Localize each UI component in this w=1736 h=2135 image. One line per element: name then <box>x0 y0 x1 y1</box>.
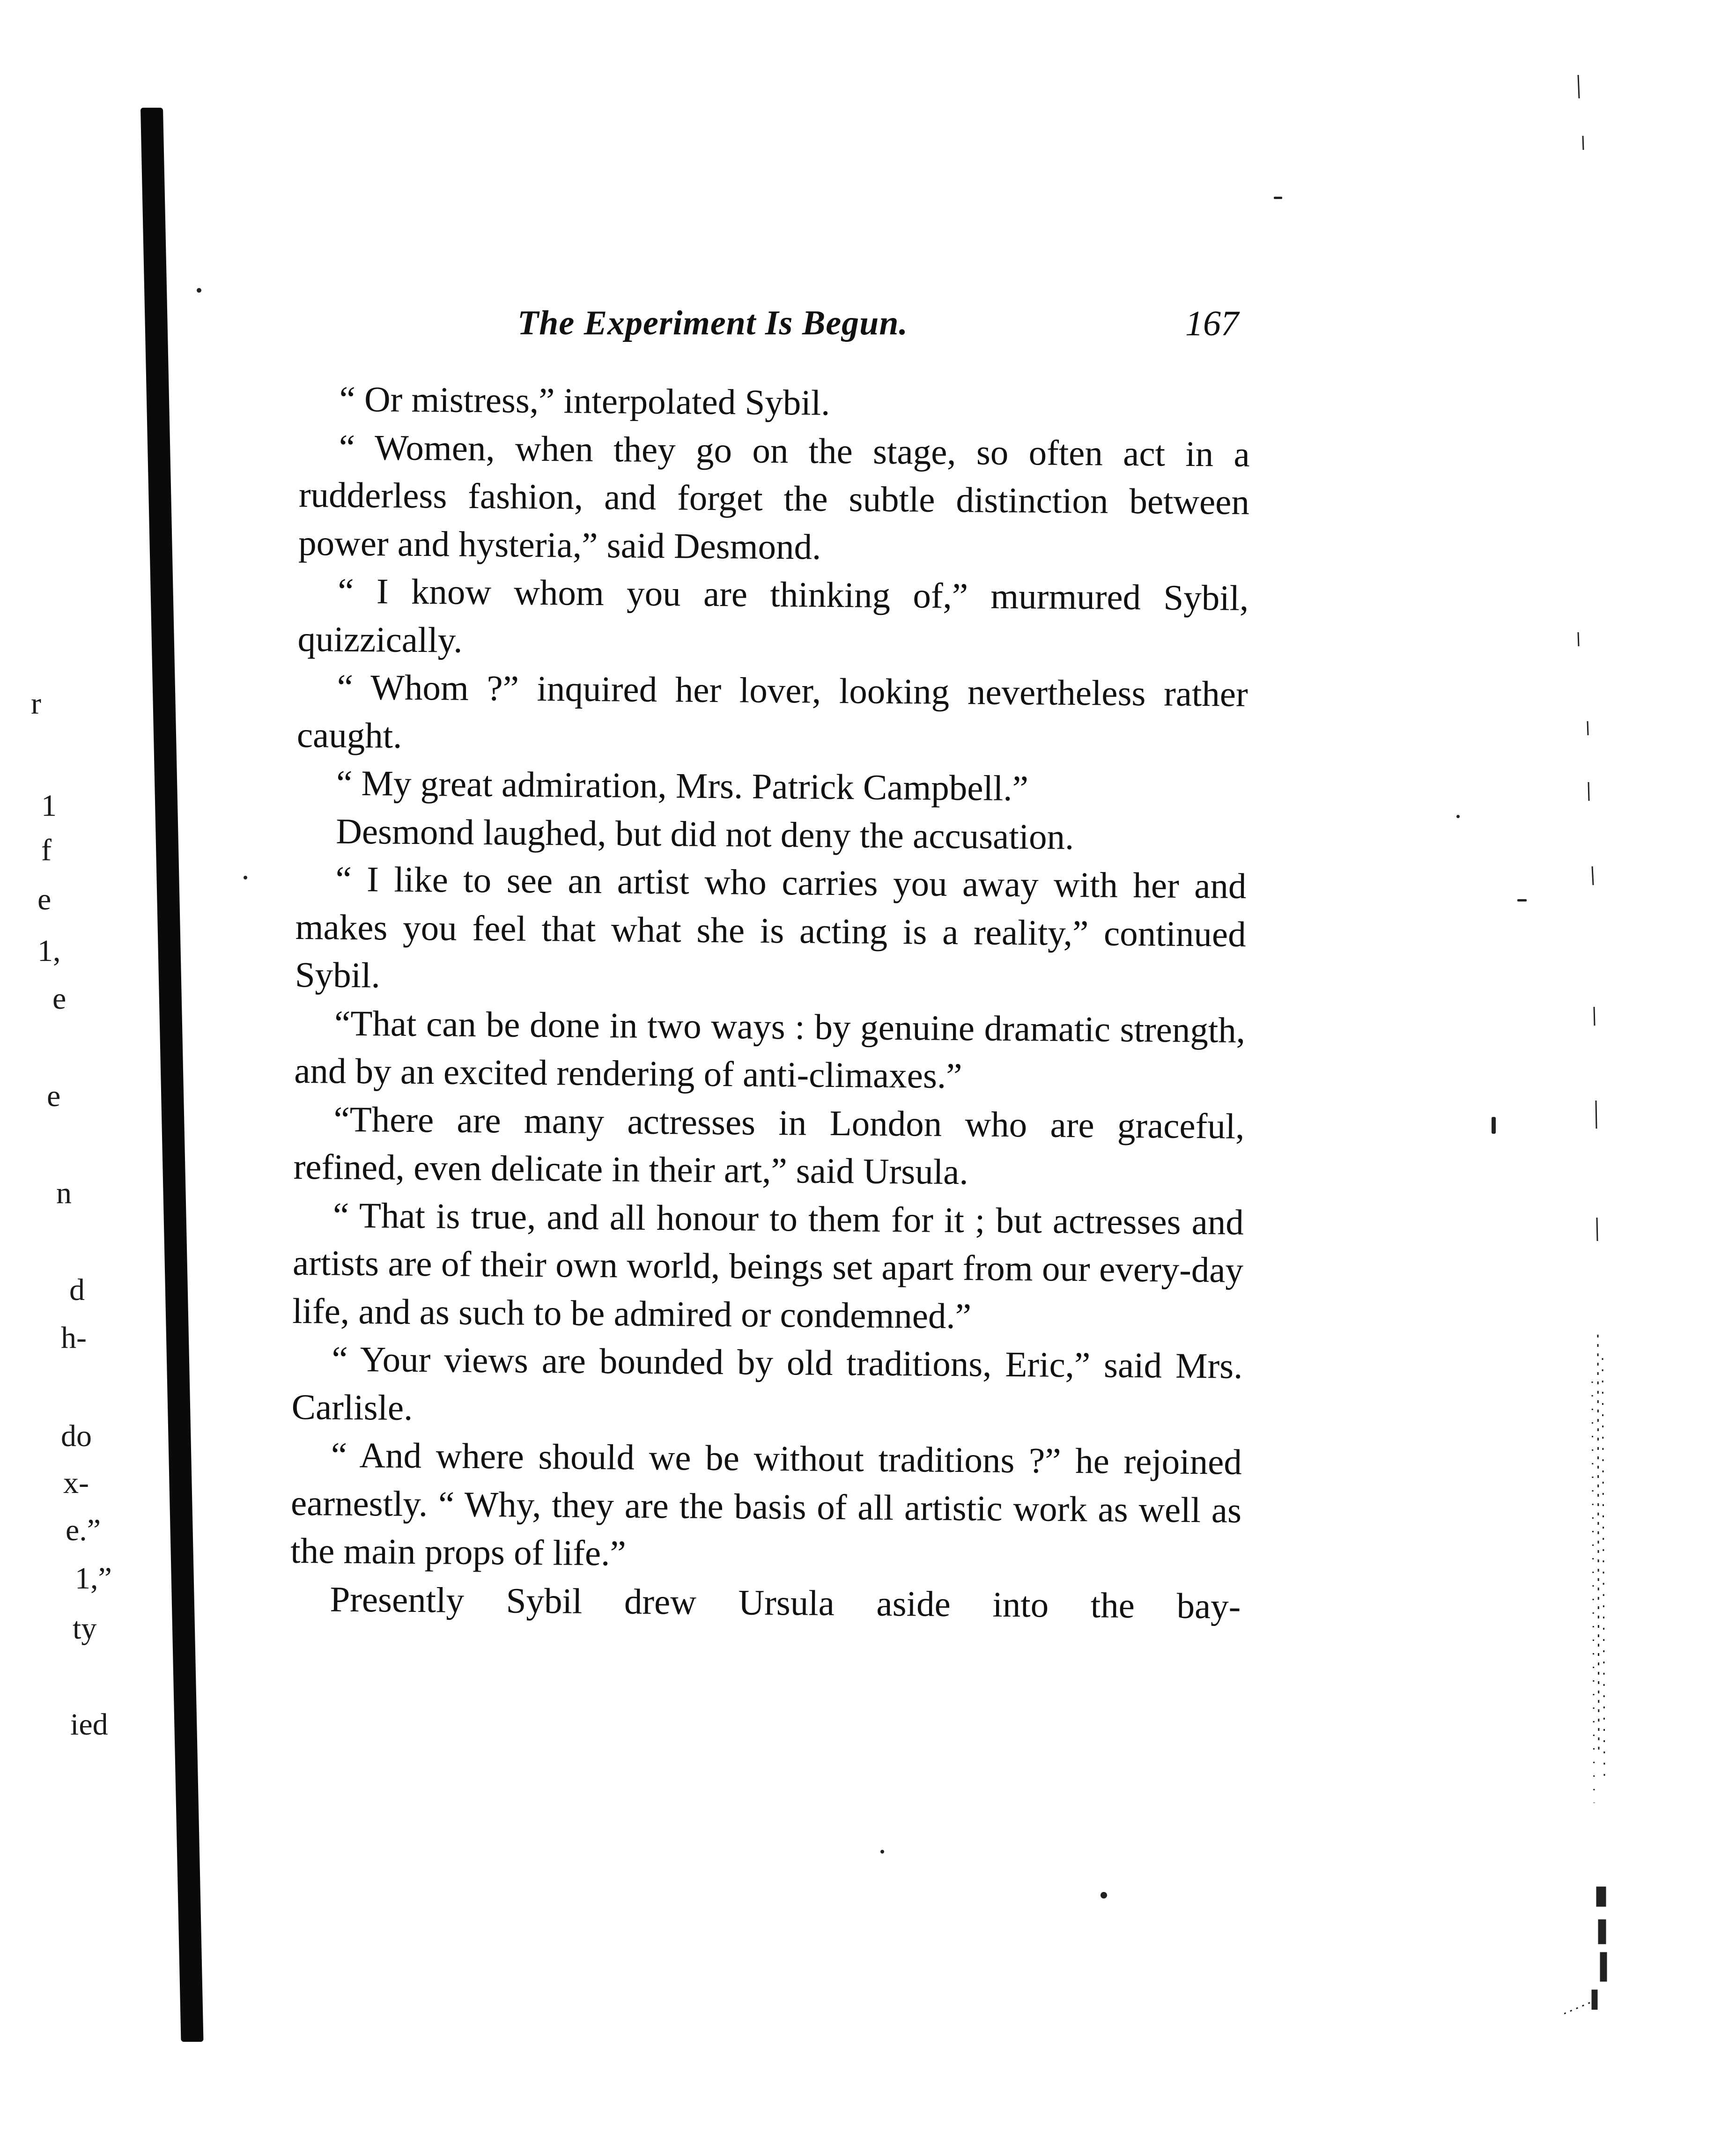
paragraph: “ I know whom you are thinking of,” murmured Sybil, quizzically. <box>297 570 1249 660</box>
facing-fragment: 1, <box>37 934 61 968</box>
binding-gutter-notch <box>148 262 160 318</box>
page-number: 167 <box>1185 304 1239 343</box>
facing-fragment: e <box>52 982 66 1016</box>
paragraph: “ I like to see an artist who carries you away with her and makes you feel that what she is acting is a reality,” continued Sybil. <box>295 858 1247 996</box>
paragraph: Desmond laughed, but did not deny the accusation. <box>336 811 1074 857</box>
paragraph: “ Whom ?” inquired her lover, looking nevertheless rather caught. <box>296 666 1248 756</box>
facing-fragment: 1,” <box>75 1561 112 1596</box>
paragraph: “There are many actresses in London who are graceful, refined, even delicate in their art,” said Ursula. <box>293 1099 1245 1192</box>
speck <box>1456 815 1460 818</box>
paragraph: “That can be done in two ways : by genuine dramatic strength, and by an excited rendering of anti-climaxes.” <box>294 1003 1246 1096</box>
paragraph: “ That is true, and all honour to them for it ; but actresses and artists are of their own world, beings set apart from our every-day life, and as such to be admired or condemned.” <box>292 1195 1244 1336</box>
speck <box>880 1850 884 1854</box>
paragraph: “ And where should we be without traditions ?” he rejoined earnestly. “ Why, they are the basis of all artistic work as well as the main props of life.” <box>290 1434 1242 1574</box>
facing-fragment: ty <box>73 1611 97 1646</box>
facing-fragment: do <box>61 1419 92 1453</box>
speck <box>1517 899 1527 901</box>
speck <box>244 876 247 879</box>
running-header <box>517 303 1239 350</box>
speck <box>1101 1892 1107 1899</box>
facing-fragment: ied <box>70 1707 108 1742</box>
scan-edge-noise <box>1564 70 1616 2065</box>
paragraph: “ Women, when they go on the stage, so often act in a rudderless fashion, and forget the subtle distinction between power and hysteria,” said Desmond. <box>298 427 1250 567</box>
facing-fragment: e.” <box>66 1513 101 1547</box>
speck <box>1274 197 1282 199</box>
facing-fragment: f <box>41 833 52 867</box>
paragraph: “ My great admiration, Mrs. Patrick Campbell.” <box>336 762 1029 809</box>
paragraph: Presently Sybil drew Ursula aside into the bay- <box>330 1579 1241 1626</box>
chapter-title: The Experiment Is Begun. <box>517 304 908 342</box>
facing-fragment: 1 <box>41 789 57 823</box>
body-text <box>288 375 1250 1810</box>
paragraph: “ Or mistress,” interpolated Sybil. <box>339 378 830 423</box>
facing-fragment: e <box>37 882 52 916</box>
facing-fragment: d <box>69 1273 85 1307</box>
facing-fragment: n <box>56 1176 72 1210</box>
facing-fragment: e <box>47 1079 61 1113</box>
speck <box>1492 1117 1496 1134</box>
paragraph: “ Your views are bounded by old traditions, Eric,” said Mrs. Carlisle. <box>291 1338 1243 1428</box>
speck <box>197 288 201 293</box>
binding-gutter-shadow <box>140 108 204 2042</box>
facing-fragment: r <box>31 687 41 721</box>
scan-noise-marks <box>1564 70 1616 2065</box>
facing-fragment: x- <box>63 1466 89 1500</box>
facing-fragment: h- <box>61 1321 87 1355</box>
